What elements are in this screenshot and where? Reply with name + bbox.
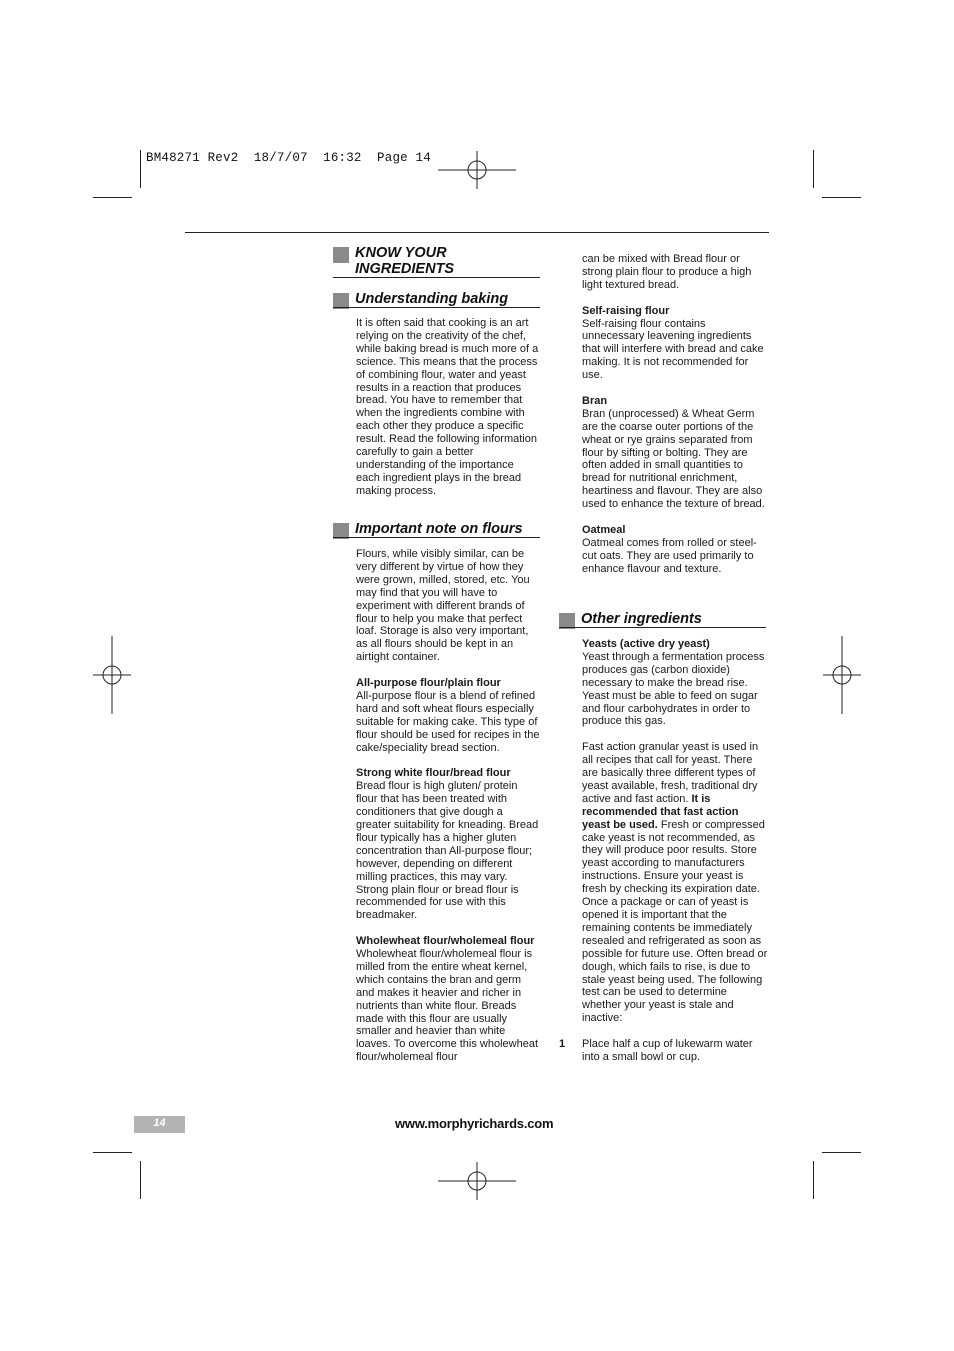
paragraph-text: Fast action granular yeast is used in all recipes that call for yeast. There are basically three different types of yeast available, fresh, traditional dry active and fast action. [582, 741, 759, 805]
paragraph [582, 395, 768, 511]
paragraph-text: Bran (unprocessed) & Wheat Germ are the coarse outer portions of the wheat or rye grains separated from flour by sifting or bolting. They are often added in small quantities to bread for nutritional enrichment, heartiness and flavour. They are also used to enhance the texture of bread. [582, 407, 765, 511]
paragraph-text: Fresh or compressed cake yeast is not recommended, as they will produce poor results. Store yeast according to manufacturers instructions. Ensure your yeast is fresh by checking its expiration date. Once a package or can of yeast is opened it is important that the remaining contents be immediately resealed and refrigerated as soon as possible for future use. Often bread or dough, which fails to rise, is due to stale yeast being used. The following test can be used to determine whether your yeast is stale and inactive: [582, 818, 768, 1025]
registration-mark-icon [438, 131, 516, 209]
crop-mark [822, 197, 861, 198]
page-number: 14 [153, 1117, 166, 1129]
paragraph [582, 524, 768, 576]
paragraph [356, 935, 540, 1064]
crop-mark [93, 1152, 132, 1153]
subheading: Yeasts (active dry yeast) [582, 638, 710, 650]
printer-slug: BM48271 Rev2 18/7/07 16:32 Page 14 [146, 151, 431, 165]
paragraph [356, 767, 540, 922]
crop-mark [813, 150, 814, 188]
paragraph [356, 677, 540, 754]
title-line: INGREDIENTS [355, 261, 455, 277]
heading-square-icon [333, 247, 349, 263]
bold-emphasis: It is recommended that fast action yeast be used. [582, 792, 739, 831]
paragraph [582, 741, 768, 1025]
understanding-body [356, 317, 540, 511]
subheading: Self-raising flour [582, 304, 670, 317]
paragraph-text: Oatmeal comes from rolled or steel-cut oats. They are used primarily to enhance flavour and texture. [582, 536, 757, 575]
subheading: Bran [582, 394, 608, 407]
paragraph [582, 305, 768, 382]
crop-mark [813, 1161, 814, 1199]
paragraph-text: All-purpose flour is a blend of refined hard and soft wheat flours especially suitable for making cake. This type of flour should be used for recipes in the cake/speciality bread section. [356, 689, 540, 754]
right-column-flours [582, 253, 768, 589]
footer-url: www.morphyrichards.com [395, 1116, 554, 1131]
section-heading-flours [333, 521, 540, 539]
subheading: Strong white flour/bread flour [356, 767, 511, 780]
registration-mark-icon [803, 636, 881, 714]
paragraph: can be mixed with Bread flour or strong plain flour to produce a high light textured bread. [582, 253, 752, 291]
title-line: KNOW YOUR [355, 245, 447, 261]
section-heading-other-ingredients [559, 611, 766, 629]
subheading: Wholewheat flour/wholemeal flour [356, 935, 535, 948]
crop-mark [822, 1152, 861, 1153]
paragraph [582, 638, 768, 728]
subheading: All-purpose flour/plain flour [356, 677, 501, 690]
paragraph-text: Wholewheat flour/wholemeal flour is milled from the entire wheat kernel, which contains the bran and germ and makes it heavier and richer in nutrients than white flour. Breads made with this flour are usually smaller and heavier than white loaves. To overcome this wholewheat flour/wholemeal flour [356, 948, 539, 1064]
flours-column [356, 548, 540, 1077]
paragraph: It is often said that cooking is an art relying on the creativity of the chef, while baking bread is much more of a science. This means that the process of combining flour, water and yeast results in a reaction that produces bread. You have to remember that when the ingredients combine with each other they produce a specific result. Read the following information carefully to gain a better understanding of the importance each ingredient plays in the bread making process. [356, 317, 539, 497]
heading-rule [559, 627, 766, 628]
subheading: Oatmeal [582, 523, 626, 536]
heading-rule [333, 277, 540, 278]
section-title: Other ingredients [581, 611, 702, 627]
crop-mark [140, 150, 141, 188]
heading-rule [333, 537, 540, 538]
top-rule [185, 232, 769, 233]
step-text: Place half a cup of lukewarm water into a small bowl or cup. [582, 1038, 753, 1063]
section-title [355, 245, 454, 277]
section-title: Important note on flours [355, 521, 523, 537]
registration-mark-icon [438, 1142, 516, 1220]
section-heading-know-your-ingredients [333, 245, 540, 279]
heading-rule [333, 307, 540, 308]
step-number: 1 [559, 1038, 566, 1051]
paragraph-text: Bread flour is high gluten/ protein flour that has been treated with conditioners that give dough a greater suitability for kneading. Bread flour typically has a higher gluten concentration than All-purpose flour; however, depending on different milling practices, this may vary. Strong plain flour or bread flour is recommended for use with this breadmaker. [356, 780, 539, 922]
paragraph: Flours, while visibly similar, can be very different by virtue of how they were grown, milled, stored, etc. You may find that you will have to experiment with different brands of flour to help you make that perfect loaf. Storage is also very important, as all flours should be kept in an airtight container. [356, 548, 530, 664]
other-ingredients-column [582, 638, 768, 1077]
section-title: Understanding baking [355, 291, 509, 307]
section-heading-understanding-baking [333, 291, 540, 309]
crop-mark [93, 197, 132, 198]
crop-mark [140, 1161, 141, 1199]
paragraph-text: Self-raising flour contains unnecessary leavening ingredients that will interfere with bread and cake making. It is not recommended for use. [582, 317, 764, 382]
registration-mark-icon [73, 636, 151, 714]
paragraph-text: Yeast through a fermentation process produces gas (carbon dioxide) necessary to make the bread rise. Yeast must be able to feed on sugar and flour carbohydrates in order to produce this gas. [582, 650, 765, 728]
